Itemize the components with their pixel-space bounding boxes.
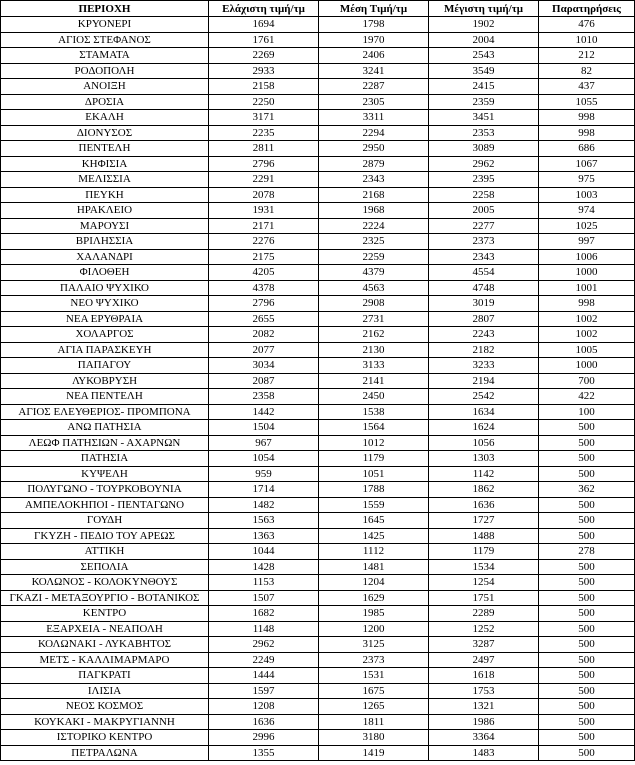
- table-row: [1, 714, 635, 730]
- cell-min-price: 1148: [209, 621, 319, 637]
- table-row: [1, 420, 635, 436]
- table-row: [1, 404, 635, 420]
- cell-observations: 500: [539, 528, 635, 544]
- cell-area: ΗΡΑΚΛΕΙΟ: [1, 203, 209, 219]
- cell-observations: 998: [539, 296, 635, 312]
- cell-min-price: 3171: [209, 110, 319, 126]
- cell-max-price: 1303: [429, 451, 539, 467]
- cell-area: ΑΜΠΕΛΟΚΗΠΟΙ - ΠΕΝΤΑΓΩΝΟ: [1, 497, 209, 513]
- cell-observations: 975: [539, 172, 635, 188]
- cell-area: ΑΓΙΟΣ ΣΤΕΦΑΝΟΣ: [1, 32, 209, 48]
- cell-observations: 82: [539, 63, 635, 79]
- cell-min-price: 2796: [209, 296, 319, 312]
- cell-avg-price: 1559: [319, 497, 429, 513]
- cell-observations: 998: [539, 125, 635, 141]
- cell-area: ΠΑΓΚΡΑΤΙ: [1, 668, 209, 684]
- cell-observations: 100: [539, 404, 635, 420]
- table-row: [1, 528, 635, 544]
- cell-area: ΑΝΩ ΠΑΤΗΣΙΑ: [1, 420, 209, 436]
- cell-observations: 500: [539, 497, 635, 513]
- cell-min-price: 1761: [209, 32, 319, 48]
- cell-min-price: 1507: [209, 590, 319, 606]
- cell-area: ΛΥΚΟΒΡΥΣΗ: [1, 373, 209, 389]
- cell-avg-price: 2325: [319, 234, 429, 250]
- cell-max-price: 2807: [429, 311, 539, 327]
- cell-max-price: 2962: [429, 156, 539, 172]
- cell-avg-price: 3311: [319, 110, 429, 126]
- cell-observations: 500: [539, 745, 635, 761]
- cell-avg-price: 4563: [319, 280, 429, 296]
- cell-area: ΠΕΤΡΑΛΩΝΑ: [1, 745, 209, 761]
- cell-max-price: 1252: [429, 621, 539, 637]
- cell-observations: 500: [539, 559, 635, 575]
- cell-min-price: 1714: [209, 482, 319, 498]
- cell-avg-price: 2450: [319, 389, 429, 405]
- header-avg-price: Μέση Τιμή/τμ: [319, 1, 429, 17]
- cell-observations: 998: [539, 110, 635, 126]
- cell-min-price: 2796: [209, 156, 319, 172]
- cell-avg-price: 2287: [319, 79, 429, 95]
- cell-max-price: 2395: [429, 172, 539, 188]
- cell-area: ΝΕΑ ΕΡΥΘΡΑΙΑ: [1, 311, 209, 327]
- cell-max-price: 2004: [429, 32, 539, 48]
- cell-observations: 278: [539, 544, 635, 560]
- table-row: [1, 575, 635, 591]
- cell-min-price: 2087: [209, 373, 319, 389]
- cell-avg-price: 3241: [319, 63, 429, 79]
- table-row: [1, 63, 635, 79]
- cell-avg-price: 2343: [319, 172, 429, 188]
- table-row: [1, 94, 635, 110]
- cell-min-price: 1444: [209, 668, 319, 684]
- cell-min-price: 1054: [209, 451, 319, 467]
- cell-observations: 500: [539, 420, 635, 436]
- cell-observations: 500: [539, 714, 635, 730]
- cell-max-price: 1488: [429, 528, 539, 544]
- cell-avg-price: 1798: [319, 17, 429, 33]
- cell-observations: 212: [539, 48, 635, 64]
- cell-area: ΒΡΙΛΗΣΣΙΑ: [1, 234, 209, 250]
- table-row: [1, 172, 635, 188]
- table-row: [1, 234, 635, 250]
- cell-observations: 476: [539, 17, 635, 33]
- cell-avg-price: 1811: [319, 714, 429, 730]
- cell-min-price: 2655: [209, 311, 319, 327]
- cell-avg-price: 1645: [319, 513, 429, 529]
- cell-area: ΑΓΙΟΣ ΕΛΕΥΘΕΡΙΟΣ- ΠΡΟΜΠΟΝΑ: [1, 404, 209, 420]
- cell-area: ΦΙΛΟΘΕΗ: [1, 265, 209, 281]
- cell-max-price: 2343: [429, 249, 539, 265]
- table-row: [1, 389, 635, 405]
- cell-min-price: 3034: [209, 358, 319, 374]
- cell-area: ΜΑΡΟΥΣΙ: [1, 218, 209, 234]
- cell-avg-price: 2950: [319, 141, 429, 157]
- cell-min-price: 2962: [209, 637, 319, 653]
- table-row: [1, 141, 635, 157]
- cell-avg-price: 2294: [319, 125, 429, 141]
- cell-avg-price: 4379: [319, 265, 429, 281]
- table-row: [1, 327, 635, 343]
- cell-observations: 500: [539, 513, 635, 529]
- cell-max-price: 1634: [429, 404, 539, 420]
- table-row: [1, 683, 635, 699]
- cell-avg-price: 1531: [319, 668, 429, 684]
- cell-area: ΓΚΥΖΗ - ΠΕΔΙΟ ΤΟΥ ΑΡΕΩΣ: [1, 528, 209, 544]
- cell-max-price: 1751: [429, 590, 539, 606]
- cell-observations: 1005: [539, 342, 635, 358]
- cell-min-price: 1563: [209, 513, 319, 529]
- cell-min-price: 1153: [209, 575, 319, 591]
- cell-observations: 500: [539, 683, 635, 699]
- cell-avg-price: 1200: [319, 621, 429, 637]
- table-row: [1, 110, 635, 126]
- cell-area: ΚΟΥΚΑΚΙ - ΜΑΚΡΥΓΙΑΝΝΗ: [1, 714, 209, 730]
- cell-area: ΝΕΟΣ ΚΟΣΜΟΣ: [1, 699, 209, 715]
- cell-max-price: 3451: [429, 110, 539, 126]
- cell-max-price: 3019: [429, 296, 539, 312]
- cell-area: ΙΣΤΟΡΙΚΟ ΚΕΝΤΡΟ: [1, 730, 209, 746]
- cell-max-price: 1142: [429, 466, 539, 482]
- cell-avg-price: 2259: [319, 249, 429, 265]
- cell-area: ΑΝΟΙΞΗ: [1, 79, 209, 95]
- cell-max-price: 1056: [429, 435, 539, 451]
- cell-area: ΚΕΝΤΡΟ: [1, 606, 209, 622]
- cell-avg-price: 1970: [319, 32, 429, 48]
- cell-area: ΑΓΙΑ ΠΑΡΑΣΚΕΥΗ: [1, 342, 209, 358]
- cell-avg-price: 1051: [319, 466, 429, 482]
- table-row: [1, 652, 635, 668]
- table-row: [1, 435, 635, 451]
- cell-max-price: 1624: [429, 420, 539, 436]
- table-row: [1, 203, 635, 219]
- cell-observations: 500: [539, 435, 635, 451]
- cell-avg-price: 1425: [319, 528, 429, 544]
- cell-observations: 1067: [539, 156, 635, 172]
- cell-avg-price: 3133: [319, 358, 429, 374]
- cell-min-price: 2235: [209, 125, 319, 141]
- cell-area: ΠΕΥΚΗ: [1, 187, 209, 203]
- cell-area: ΑΤΤΙΚΗ: [1, 544, 209, 560]
- cell-area: ΕΞΑΡΧΕΙΑ - ΝΕΑΠΟΛΗ: [1, 621, 209, 637]
- table-row: [1, 482, 635, 498]
- table-row: [1, 311, 635, 327]
- cell-avg-price: 1112: [319, 544, 429, 560]
- cell-max-price: 1727: [429, 513, 539, 529]
- cell-max-price: 2353: [429, 125, 539, 141]
- cell-max-price: 4554: [429, 265, 539, 281]
- cell-min-price: 2250: [209, 94, 319, 110]
- cell-max-price: 1483: [429, 745, 539, 761]
- cell-observations: 362: [539, 482, 635, 498]
- table-row: [1, 265, 635, 281]
- table-row: [1, 358, 635, 374]
- cell-observations: 500: [539, 699, 635, 715]
- cell-min-price: 1482: [209, 497, 319, 513]
- cell-min-price: 1442: [209, 404, 319, 420]
- cell-max-price: 4748: [429, 280, 539, 296]
- cell-area: ΚΟΛΩΝΟΣ - ΚΟΛΟΚΥΝΘΟΥΣ: [1, 575, 209, 591]
- cell-min-price: 4378: [209, 280, 319, 296]
- table-row: [1, 559, 635, 575]
- header-row: [1, 1, 635, 17]
- cell-avg-price: 1481: [319, 559, 429, 575]
- table-row: [1, 32, 635, 48]
- cell-avg-price: 1012: [319, 435, 429, 451]
- cell-max-price: 3549: [429, 63, 539, 79]
- table-row: [1, 156, 635, 172]
- cell-observations: 500: [539, 590, 635, 606]
- header-min-price: Ελάχιστη τιμή/τμ: [209, 1, 319, 17]
- cell-avg-price: 2908: [319, 296, 429, 312]
- table-row: [1, 606, 635, 622]
- cell-observations: 1055: [539, 94, 635, 110]
- table-row: [1, 218, 635, 234]
- cell-observations: 437: [539, 79, 635, 95]
- cell-area: ΠΑΠΑΓΟΥ: [1, 358, 209, 374]
- cell-observations: 500: [539, 668, 635, 684]
- cell-min-price: 2171: [209, 218, 319, 234]
- table-row: [1, 699, 635, 715]
- cell-max-price: 1986: [429, 714, 539, 730]
- cell-max-price: 2005: [429, 203, 539, 219]
- cell-min-price: 1044: [209, 544, 319, 560]
- cell-observations: 500: [539, 466, 635, 482]
- cell-min-price: 2082: [209, 327, 319, 343]
- cell-area: ΣΕΠΟΛΙΑ: [1, 559, 209, 575]
- cell-min-price: 1694: [209, 17, 319, 33]
- cell-avg-price: 2224: [319, 218, 429, 234]
- cell-area: ΣΤΑΜΑΤΑ: [1, 48, 209, 64]
- table-row: [1, 637, 635, 653]
- table-row: [1, 668, 635, 684]
- table-row: [1, 730, 635, 746]
- cell-avg-price: 1419: [319, 745, 429, 761]
- cell-min-price: 1363: [209, 528, 319, 544]
- cell-max-price: 1254: [429, 575, 539, 591]
- cell-avg-price: 2130: [319, 342, 429, 358]
- cell-avg-price: 1675: [319, 683, 429, 699]
- table-row: [1, 590, 635, 606]
- cell-observations: 686: [539, 141, 635, 157]
- cell-max-price: 3287: [429, 637, 539, 653]
- cell-avg-price: 2141: [319, 373, 429, 389]
- table-row: [1, 125, 635, 141]
- table-header: [1, 1, 635, 17]
- cell-area: ΙΛΙΣΙΑ: [1, 683, 209, 699]
- cell-min-price: 2358: [209, 389, 319, 405]
- cell-max-price: 1618: [429, 668, 539, 684]
- cell-min-price: 1208: [209, 699, 319, 715]
- cell-max-price: 2277: [429, 218, 539, 234]
- cell-max-price: 1179: [429, 544, 539, 560]
- cell-max-price: 2415: [429, 79, 539, 95]
- cell-observations: 1000: [539, 265, 635, 281]
- cell-min-price: 1597: [209, 683, 319, 699]
- cell-avg-price: 3125: [319, 637, 429, 653]
- cell-max-price: 1902: [429, 17, 539, 33]
- cell-max-price: 2243: [429, 327, 539, 343]
- cell-observations: 1002: [539, 311, 635, 327]
- cell-min-price: 1355: [209, 745, 319, 761]
- table-row: [1, 513, 635, 529]
- cell-area: ΓΚΑΖΙ - ΜΕΤΑΞΟΥΡΓΙΟ - ΒΟΤΑΝΙΚΟΣ: [1, 590, 209, 606]
- cell-area: ΠΟΛΥΓΩΝΟ - ΤΟΥΡΚΟΒΟΥΝΙΑ: [1, 482, 209, 498]
- cell-min-price: 2078: [209, 187, 319, 203]
- cell-max-price: 2542: [429, 389, 539, 405]
- cell-observations: 700: [539, 373, 635, 389]
- cell-max-price: 2497: [429, 652, 539, 668]
- cell-area: ΜΕΛΙΣΣΙΑ: [1, 172, 209, 188]
- table-row: [1, 342, 635, 358]
- table-row: [1, 79, 635, 95]
- cell-max-price: 3233: [429, 358, 539, 374]
- cell-avg-price: 2305: [319, 94, 429, 110]
- table-row: [1, 373, 635, 389]
- cell-min-price: 2996: [209, 730, 319, 746]
- cell-area: ΛΕΩΦ ΠΑΤΗΣΙΩΝ - ΑΧΑΡΝΩΝ: [1, 435, 209, 451]
- cell-area: ΝΕΑ ΠΕΝΤΕΛΗ: [1, 389, 209, 405]
- cell-max-price: 2182: [429, 342, 539, 358]
- cell-min-price: 1504: [209, 420, 319, 436]
- cell-observations: 500: [539, 621, 635, 637]
- cell-observations: 500: [539, 575, 635, 591]
- table-row: [1, 451, 635, 467]
- cell-min-price: 2811: [209, 141, 319, 157]
- cell-min-price: 1428: [209, 559, 319, 575]
- cell-max-price: 2373: [429, 234, 539, 250]
- cell-observations: 1000: [539, 358, 635, 374]
- cell-area: ΚΥΨΕΛΗ: [1, 466, 209, 482]
- cell-observations: 500: [539, 652, 635, 668]
- header-area: ΠΕΡΙΟΧΗ: [1, 1, 209, 17]
- cell-avg-price: 2879: [319, 156, 429, 172]
- table-row: [1, 48, 635, 64]
- cell-min-price: 967: [209, 435, 319, 451]
- cell-observations: 500: [539, 637, 635, 653]
- cell-min-price: 2276: [209, 234, 319, 250]
- cell-avg-price: 1788: [319, 482, 429, 498]
- cell-area: ΔΡΟΣΙΑ: [1, 94, 209, 110]
- cell-avg-price: 2168: [319, 187, 429, 203]
- cell-observations: 500: [539, 451, 635, 467]
- cell-avg-price: 1265: [319, 699, 429, 715]
- cell-min-price: 1636: [209, 714, 319, 730]
- cell-area: ΚΟΛΩΝΑΚΙ - ΛΥΚΑΒΗΤΟΣ: [1, 637, 209, 653]
- cell-max-price: 2289: [429, 606, 539, 622]
- cell-observations: 422: [539, 389, 635, 405]
- table-row: [1, 621, 635, 637]
- cell-avg-price: 2373: [319, 652, 429, 668]
- cell-min-price: 4205: [209, 265, 319, 281]
- table-row: [1, 466, 635, 482]
- cell-area: ΠΑΤΗΣΙΑ: [1, 451, 209, 467]
- cell-area: ΡΟΔΟΠΟΛΗ: [1, 63, 209, 79]
- cell-max-price: 1753: [429, 683, 539, 699]
- cell-max-price: 1636: [429, 497, 539, 513]
- cell-observations: 500: [539, 730, 635, 746]
- cell-max-price: 1321: [429, 699, 539, 715]
- table-row: [1, 497, 635, 513]
- header-max-price: Μέγιστη τιμή/τμ: [429, 1, 539, 17]
- cell-area: ΕΚΑΛΗ: [1, 110, 209, 126]
- cell-area: ΝΕΟ ΨΥΧΙΚΟ: [1, 296, 209, 312]
- cell-max-price: 1862: [429, 482, 539, 498]
- cell-min-price: 2269: [209, 48, 319, 64]
- cell-min-price: 2158: [209, 79, 319, 95]
- cell-avg-price: 2162: [319, 327, 429, 343]
- cell-observations: 1002: [539, 327, 635, 343]
- cell-max-price: 1534: [429, 559, 539, 575]
- cell-min-price: 1682: [209, 606, 319, 622]
- cell-min-price: 959: [209, 466, 319, 482]
- cell-area: ΠΕΝΤΕΛΗ: [1, 141, 209, 157]
- cell-min-price: 2175: [209, 249, 319, 265]
- cell-avg-price: 1204: [319, 575, 429, 591]
- cell-area: ΚΡΥΟΝΕΡΙ: [1, 17, 209, 33]
- cell-max-price: 3364: [429, 730, 539, 746]
- cell-avg-price: 1538: [319, 404, 429, 420]
- table-row: [1, 17, 635, 33]
- cell-min-price: 2249: [209, 652, 319, 668]
- table-body: [1, 17, 635, 761]
- header-observations: Παρατηρήσεις: [539, 1, 635, 17]
- table-row: [1, 280, 635, 296]
- cell-avg-price: 1968: [319, 203, 429, 219]
- cell-min-price: 2291: [209, 172, 319, 188]
- table-row: [1, 296, 635, 312]
- cell-area: ΓΟΥΔΗ: [1, 513, 209, 529]
- cell-min-price: 2933: [209, 63, 319, 79]
- cell-max-price: 2359: [429, 94, 539, 110]
- cell-avg-price: 1985: [319, 606, 429, 622]
- cell-area: ΠΑΛΑΙΟ ΨΥΧΙΚΟ: [1, 280, 209, 296]
- cell-area: ΜΕΤΣ - ΚΑΛΛΙΜΑΡΜΑΡΟ: [1, 652, 209, 668]
- cell-area: ΧΟΛΑΡΓΟΣ: [1, 327, 209, 343]
- cell-avg-price: 2731: [319, 311, 429, 327]
- cell-observations: 500: [539, 606, 635, 622]
- cell-max-price: 2258: [429, 187, 539, 203]
- cell-observations: 1001: [539, 280, 635, 296]
- cell-observations: 1006: [539, 249, 635, 265]
- cell-observations: 1010: [539, 32, 635, 48]
- cell-avg-price: 1564: [319, 420, 429, 436]
- cell-avg-price: 2406: [319, 48, 429, 64]
- cell-avg-price: 3180: [319, 730, 429, 746]
- cell-max-price: 2194: [429, 373, 539, 389]
- cell-observations: 974: [539, 203, 635, 219]
- cell-avg-price: 1629: [319, 590, 429, 606]
- table-row: [1, 249, 635, 265]
- cell-avg-price: 1179: [319, 451, 429, 467]
- cell-area: ΔΙΟΝΥΣΟΣ: [1, 125, 209, 141]
- table-row: [1, 544, 635, 560]
- cell-max-price: 2543: [429, 48, 539, 64]
- cell-min-price: 2077: [209, 342, 319, 358]
- cell-area: ΚΗΦΙΣΙΑ: [1, 156, 209, 172]
- table-row: [1, 187, 635, 203]
- cell-area: ΧΑΛΑΝΔΡΙ: [1, 249, 209, 265]
- cell-min-price: 1931: [209, 203, 319, 219]
- cell-max-price: 3089: [429, 141, 539, 157]
- cell-observations: 1003: [539, 187, 635, 203]
- table-row: [1, 745, 635, 761]
- cell-observations: 1025: [539, 218, 635, 234]
- cell-observations: 997: [539, 234, 635, 250]
